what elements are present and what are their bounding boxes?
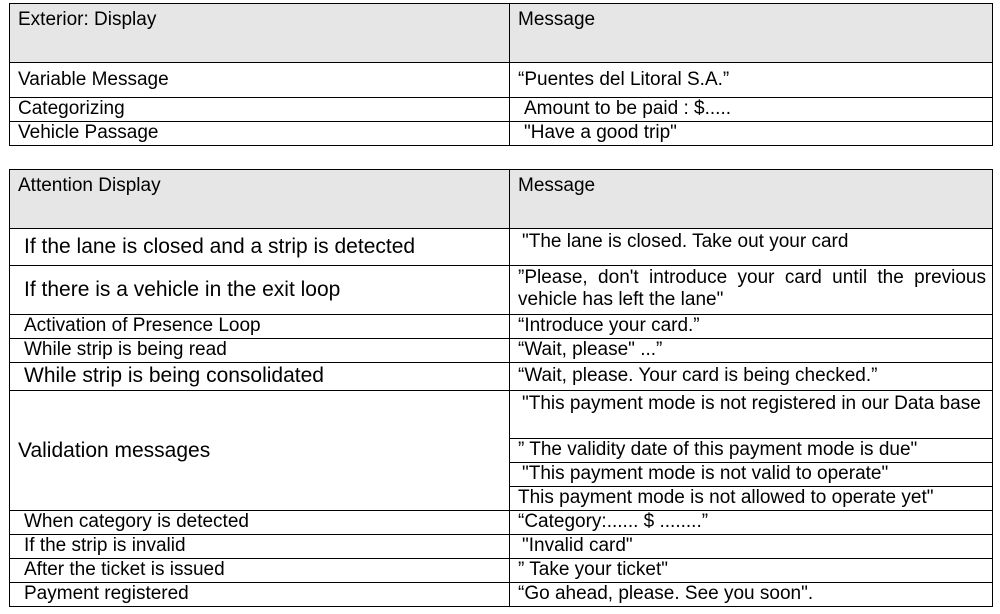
table-row — [10, 339, 993, 363]
display-cell: If the lane is closed and a strip is detected — [10, 229, 510, 266]
validation-display-cell: Validation messages — [10, 391, 510, 511]
table-row — [10, 98, 993, 122]
display-cell: If there is a vehicle in the exit loop — [10, 266, 510, 315]
display-cell: Activation of Presence Loop — [10, 315, 510, 339]
display-cell: After the ticket is issued — [10, 559, 510, 583]
table-row — [10, 583, 993, 607]
table-row — [10, 63, 993, 98]
message-cell: "The lane is closed. Take out your card — [510, 229, 993, 266]
display-cell: When category is detected — [10, 511, 510, 535]
header-cell-message: Message — [510, 4, 993, 63]
display-cell: Vehicle Passage — [10, 122, 510, 146]
display-cell: Payment registered — [10, 583, 510, 607]
table-row — [10, 315, 993, 339]
table-row — [10, 511, 993, 535]
table-row — [10, 122, 993, 146]
table-header-row — [10, 170, 993, 229]
message-cell: “Puentes del Litoral S.A.” — [510, 63, 993, 98]
table-row — [10, 363, 993, 391]
message-cell: ” Take your ticket" — [510, 559, 993, 583]
message-cell: "This payment mode is not valid to operate" — [510, 463, 993, 487]
table-row — [10, 229, 993, 266]
message-cell: “Wait, please. Your card is being checked.” — [510, 363, 993, 391]
table-row — [10, 266, 993, 315]
message-cell: "Have a good trip" — [510, 122, 993, 146]
message-cell: "Invalid card" — [510, 535, 993, 559]
display-cell: If the strip is invalid — [10, 535, 510, 559]
message-cell: This payment mode is not allowed to operate yet" — [510, 487, 993, 511]
display-cell: While strip is being read — [10, 339, 510, 363]
table-row — [10, 535, 993, 559]
message-cell: “Introduce your card.” — [510, 315, 993, 339]
display-cell: Categorizing — [10, 98, 510, 122]
table-row — [10, 391, 993, 439]
message-cell: "This payment mode is not registered in our Data base — [510, 391, 993, 439]
header-cell-display: Attention Display — [10, 170, 510, 229]
exterior-display-table — [9, 3, 993, 146]
table-row — [10, 559, 993, 583]
header-cell-display: Exterior: Display — [10, 4, 510, 63]
message-cell: “Wait, please" ...” — [510, 339, 993, 363]
display-cell: Variable Message — [10, 63, 510, 98]
message-cell: ”Please, don't introduce your card until the previous vehicle has left the lane" — [510, 266, 993, 315]
message-cell: ” The validity date of this payment mode is due" — [510, 439, 993, 463]
message-cell: “Go ahead, please. See you soon". — [510, 583, 993, 607]
message-cell: “Category:...... $ ........” — [510, 511, 993, 535]
display-cell: While strip is being consolidated — [10, 363, 510, 391]
table-header-row — [10, 4, 993, 63]
message-cell: Amount to be paid : $..... — [510, 98, 993, 122]
attention-display-table — [9, 169, 993, 607]
header-cell-message: Message — [510, 170, 993, 229]
